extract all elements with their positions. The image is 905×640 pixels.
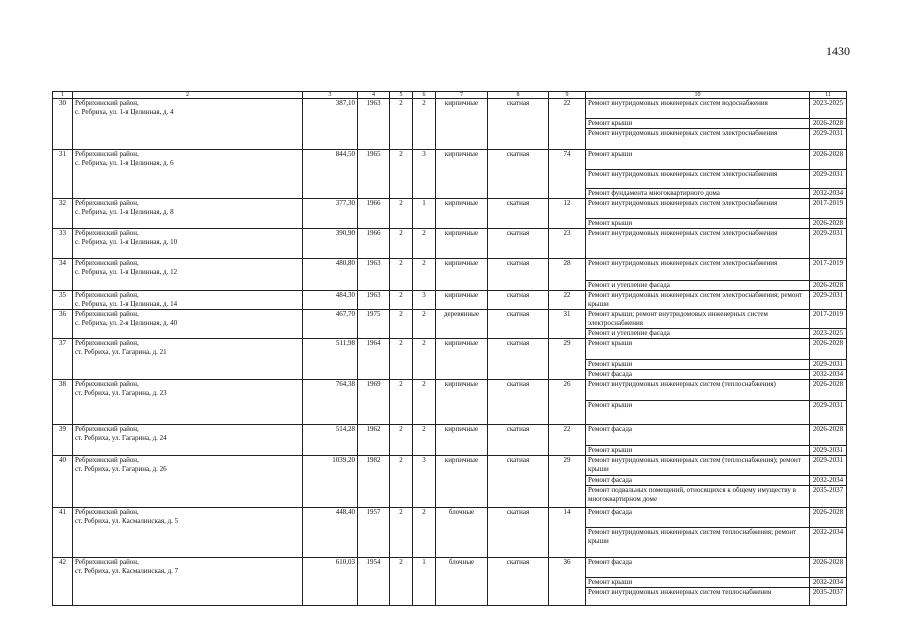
work-type: Ремонт крыши <box>586 578 810 588</box>
column-5-value: 2 <box>390 339 413 380</box>
row-number: 40 <box>53 456 73 508</box>
work-period: 2026-2028 <box>810 119 847 129</box>
total-area: 610,03 <box>303 558 358 606</box>
year-built: 1965 <box>358 150 390 199</box>
address-district: Ребрихинский район, <box>75 150 139 158</box>
table-row <box>53 229 847 259</box>
work-type: Ремонт фасада <box>586 508 810 528</box>
work-type: Ремонт крыши <box>586 150 810 170</box>
table-row <box>53 99 847 119</box>
address-district: Ребрихинский район, <box>75 310 139 318</box>
address-cell <box>73 558 303 606</box>
wall-material: кирпичные <box>436 339 488 380</box>
roof-type: скатная <box>488 199 549 229</box>
work-period: 2026-2028 <box>810 508 847 528</box>
total-area: 484,30 <box>303 291 358 310</box>
work-period: 2029-2031 <box>810 229 847 259</box>
column-6-value: 2 <box>413 425 436 456</box>
address-street: с. Ребриха, ул. 1-я Целинная, д. 6 <box>75 159 174 167</box>
column-6-value: 2 <box>413 229 436 259</box>
column-number: 3 <box>303 92 358 99</box>
column-number: 2 <box>73 92 303 99</box>
table-row <box>53 380 847 401</box>
roof-type: скатная <box>488 99 549 150</box>
year-built: 1982 <box>358 456 390 508</box>
address-district: Ребрихинский район, <box>75 229 139 237</box>
work-period: 2032-2034 <box>810 528 847 558</box>
work-period: 2026-2028 <box>810 150 847 170</box>
work-type: Ремонт внутридомовых инженерных систем электроснабжения <box>586 229 810 259</box>
address-street: ст. Ребриха, ул. Гагарина, д. 26 <box>75 465 167 473</box>
roof-type: скатная <box>488 310 549 339</box>
year-built: 1969 <box>358 380 390 425</box>
address-cell <box>73 456 303 508</box>
work-period: 2032-2034 <box>810 189 847 199</box>
column-number: 4 <box>358 92 390 99</box>
column-5-value: 2 <box>390 259 413 291</box>
work-period: 2026-2028 <box>810 425 847 446</box>
total-area: 387,10 <box>303 99 358 150</box>
work-type: Ремонт внутридомовых инженерных систем электроснабжения; ремонт крыши <box>586 291 810 310</box>
year-built: 1963 <box>358 99 390 150</box>
column-number: 1 <box>53 92 73 99</box>
work-type: Ремонт и утепление фасада <box>586 281 810 291</box>
work-period: 2023-2025 <box>810 99 847 119</box>
total-area: 480,80 <box>303 259 358 291</box>
column-9-value: 29 <box>549 456 586 508</box>
column-6-value: 2 <box>413 259 436 291</box>
work-type: Ремонт внутридомовых инженерных систем теплоснабжения <box>586 588 810 606</box>
column-5-value: 2 <box>390 291 413 310</box>
row-number: 33 <box>53 229 73 259</box>
address-district: Ребрихинский район, <box>75 99 139 107</box>
row-number: 37 <box>53 339 73 380</box>
column-5-value: 2 <box>390 558 413 606</box>
row-number: 32 <box>53 199 73 229</box>
year-built: 1963 <box>358 291 390 310</box>
column-5-value: 2 <box>390 199 413 229</box>
column-5-value: 2 <box>390 229 413 259</box>
work-type: Ремонт крыши <box>586 119 810 129</box>
year-built: 1954 <box>358 558 390 606</box>
total-area: 448,40 <box>303 508 358 558</box>
table-row <box>53 456 847 476</box>
column-6-value: 2 <box>413 99 436 150</box>
work-type: Ремонт и утепление фасада <box>586 329 810 339</box>
work-period: 2026-2028 <box>810 380 847 401</box>
total-area: 514,28 <box>303 425 358 456</box>
work-period: 2026-2028 <box>810 558 847 578</box>
column-9-value: 26 <box>549 380 586 425</box>
row-number: 38 <box>53 380 73 425</box>
address-street: с. Ребриха, ул. 1-я Целинная, д. 12 <box>75 268 178 276</box>
table-row <box>53 425 847 446</box>
address-street: с. Ребриха, ул. 1-я Целинная, д. 10 <box>75 238 178 246</box>
page-number: 1430 <box>826 44 850 58</box>
address-cell <box>73 150 303 199</box>
work-type: Ремонт крыши <box>586 219 810 229</box>
total-area: 511,98 <box>303 339 358 380</box>
column-number: 5 <box>390 92 413 99</box>
table-row <box>53 508 847 528</box>
address-district: Ребрихинский район, <box>75 199 139 207</box>
roof-type: скатная <box>488 259 549 291</box>
address-district: Ребрихинский район, <box>75 508 139 516</box>
work-type: Ремонт внутридомовых инженерных систем электроснабжения <box>586 259 810 281</box>
work-period: 2032-2034 <box>810 578 847 588</box>
roof-type: скатная <box>488 291 549 310</box>
wall-material: кирпичные <box>436 380 488 425</box>
column-9-value: 28 <box>549 259 586 291</box>
total-area: 844,50 <box>303 150 358 199</box>
work-type: Ремонт внутридомовых инженерных систем теплоснабжения; ремонт крыши <box>586 528 810 558</box>
work-type: Ремонт внутридомовых инженерных систем электроснабжения <box>586 199 810 219</box>
address-street: ст. Ребриха, ул. Касмалинская, д. 5 <box>75 517 179 525</box>
work-period: 2032-2034 <box>810 370 847 380</box>
wall-material: кирпичные <box>436 291 488 310</box>
row-number: 41 <box>53 508 73 558</box>
roof-type: скатная <box>488 380 549 425</box>
address-cell <box>73 99 303 150</box>
address-cell <box>73 380 303 425</box>
work-period: 2026-2028 <box>810 339 847 360</box>
year-built: 1962 <box>358 425 390 456</box>
address-district: Ребрихинский район, <box>75 558 139 566</box>
total-area: 377,30 <box>303 199 358 229</box>
address-district: Ребрихинский район, <box>75 259 139 267</box>
column-6-value: 2 <box>413 310 436 339</box>
column-5-value: 2 <box>390 150 413 199</box>
address-street: с. Ребриха, ул. 1-я Целинная, д. 14 <box>75 300 178 308</box>
address-district: Ребрихинский район, <box>75 339 139 347</box>
address-cell <box>73 339 303 380</box>
roof-type: скатная <box>488 425 549 456</box>
row-number: 30 <box>53 99 73 150</box>
work-period: 2029-2031 <box>810 456 847 476</box>
address-district: Ребрихинский район, <box>75 291 139 299</box>
work-type: Ремонт фасада <box>586 558 810 578</box>
work-period: 2029-2031 <box>810 170 847 189</box>
work-type: Ремонт фундамента многоквартирного дома <box>586 189 810 199</box>
work-period: 2023-2025 <box>810 329 847 339</box>
work-period: 2026-2028 <box>810 281 847 291</box>
work-type: Ремонт подвальных помещений, относящихся к общему имуществу в многоквартирном доме <box>586 486 810 508</box>
wall-material: кирпичные <box>436 199 488 229</box>
column-6-value: 2 <box>413 339 436 380</box>
table-row <box>53 259 847 281</box>
work-type: Ремонт крыши <box>586 360 810 370</box>
total-area: 467,70 <box>303 310 358 339</box>
total-area: 1039,20 <box>303 456 358 508</box>
work-type: Ремонт внутридомовых инженерных систем водоснабжения <box>586 99 810 119</box>
column-9-value: 22 <box>549 291 586 310</box>
column-5-value: 2 <box>390 456 413 508</box>
roof-type: скатная <box>488 150 549 199</box>
housing-register-table <box>52 91 847 606</box>
column-number-row <box>53 92 847 99</box>
work-period: 2029-2031 <box>810 360 847 370</box>
column-6-value: 2 <box>413 380 436 425</box>
work-period: 2029-2031 <box>810 291 847 310</box>
address-cell <box>73 508 303 558</box>
column-number: 6 <box>413 92 436 99</box>
address-district: Ребрихинский район, <box>75 380 139 388</box>
column-9-value: 74 <box>549 150 586 199</box>
total-area: 764,38 <box>303 380 358 425</box>
column-5-value: 2 <box>390 508 413 558</box>
wall-material: кирпичные <box>436 259 488 291</box>
column-5-value: 2 <box>390 99 413 150</box>
roof-type: скатная <box>488 508 549 558</box>
address-cell <box>73 259 303 291</box>
work-type: Ремонт крыши <box>586 446 810 456</box>
column-number: 9 <box>549 92 586 99</box>
work-period: 2035-2037 <box>810 486 847 508</box>
row-number: 36 <box>53 310 73 339</box>
total-area: 390,90 <box>303 229 358 259</box>
address-cell <box>73 310 303 339</box>
work-type: Ремонт фасада <box>586 370 810 380</box>
address-street: с. Ребриха, ул. 1-я Целинная, д. 4 <box>75 108 174 116</box>
roof-type: скатная <box>488 558 549 606</box>
column-5-value: 2 <box>390 380 413 425</box>
work-period: 2029-2031 <box>810 129 847 150</box>
table-row <box>53 310 847 329</box>
year-built: 1975 <box>358 310 390 339</box>
table-row <box>53 558 847 578</box>
work-type: Ремонт внутридомовых инженерных систем электроснабжения <box>586 170 810 189</box>
address-street: с. Ребриха, ул. 2-я Целинная, д. 40 <box>75 319 178 327</box>
address-street: ст. Ребриха, ул. Гагарина, д. 24 <box>75 434 167 442</box>
table-row <box>53 150 847 170</box>
column-number: 7 <box>436 92 488 99</box>
column-6-value: 1 <box>413 199 436 229</box>
work-period: 2017-2019 <box>810 259 847 281</box>
address-street: ст. Ребриха, ул. Гагарина, д. 21 <box>75 348 167 356</box>
register-body <box>53 99 847 606</box>
column-9-value: 22 <box>549 99 586 150</box>
column-9-value: 29 <box>549 339 586 380</box>
address-street: с. Ребриха, ул. 1-я Целинная, д. 8 <box>75 208 174 216</box>
address-street: ст. Ребриха, ул. Гагарина, д. 23 <box>75 389 167 397</box>
work-period: 2029-2031 <box>810 401 847 425</box>
address-cell <box>73 229 303 259</box>
year-built: 1963 <box>358 259 390 291</box>
column-6-value: 3 <box>413 150 436 199</box>
address-district: Ребрихинский район, <box>75 425 139 433</box>
column-number: 11 <box>810 92 847 99</box>
column-number: 10 <box>586 92 810 99</box>
year-built: 1966 <box>358 199 390 229</box>
column-9-value: 23 <box>549 229 586 259</box>
roof-type: скатная <box>488 339 549 380</box>
address-cell <box>73 199 303 229</box>
work-type: Ремонт внутридомовых инженерных систем (теплоснабжения) <box>586 380 810 401</box>
work-period: 2035-2037 <box>810 588 847 606</box>
work-period: 2032-2034 <box>810 476 847 486</box>
column-9-value: 31 <box>549 310 586 339</box>
work-type: Ремонт внутридомовых инженерных систем электроснабжения <box>586 129 810 150</box>
wall-material: кирпичные <box>436 456 488 508</box>
wall-material: кирпичные <box>436 99 488 150</box>
column-9-value: 22 <box>549 425 586 456</box>
table-row <box>53 199 847 219</box>
work-period: 2026-2028 <box>810 219 847 229</box>
work-period: 2029-2031 <box>810 446 847 456</box>
address-cell <box>73 291 303 310</box>
work-type: Ремонт крыши <box>586 339 810 360</box>
row-number: 31 <box>53 150 73 199</box>
table-row <box>53 339 847 360</box>
row-number: 35 <box>53 291 73 310</box>
work-type: Ремонт крыши <box>586 401 810 425</box>
roof-type: скатная <box>488 229 549 259</box>
column-6-value: 3 <box>413 291 436 310</box>
work-type: Ремонт фасада <box>586 425 810 446</box>
column-6-value: 2 <box>413 508 436 558</box>
column-number: 8 <box>488 92 549 99</box>
column-5-value: 2 <box>390 310 413 339</box>
work-period: 2017-2019 <box>810 310 847 329</box>
work-type: Ремонт крыши; ремонт внутридомовых инженерных систем электроснабжения <box>586 310 810 329</box>
column-6-value: 1 <box>413 558 436 606</box>
row-number: 42 <box>53 558 73 606</box>
wall-material: блочные <box>436 508 488 558</box>
column-9-value: 36 <box>549 558 586 606</box>
wall-material: блочные <box>436 558 488 606</box>
wall-material: кирпичные <box>436 229 488 259</box>
row-number: 39 <box>53 425 73 456</box>
row-number: 34 <box>53 259 73 291</box>
wall-material: деревянные <box>436 310 488 339</box>
year-built: 1964 <box>358 339 390 380</box>
table-row <box>53 291 847 310</box>
year-built: 1957 <box>358 508 390 558</box>
roof-type: скатная <box>488 456 549 508</box>
column-5-value: 2 <box>390 425 413 456</box>
address-district: Ребрихинский район, <box>75 456 139 464</box>
wall-material: кирпичные <box>436 150 488 199</box>
wall-material: кирпичные <box>436 425 488 456</box>
year-built: 1966 <box>358 229 390 259</box>
work-type: Ремонт фасада <box>586 476 810 486</box>
address-cell <box>73 425 303 456</box>
work-type: Ремонт внутридомовых инженерных систем (теплоснабжения); ремонт крыши <box>586 456 810 476</box>
column-9-value: 12 <box>549 199 586 229</box>
column-9-value: 14 <box>549 508 586 558</box>
work-period: 2017-2019 <box>810 199 847 219</box>
address-street: ст. Ребриха, ул. Касмалинская, д. 7 <box>75 567 179 575</box>
column-6-value: 3 <box>413 456 436 508</box>
